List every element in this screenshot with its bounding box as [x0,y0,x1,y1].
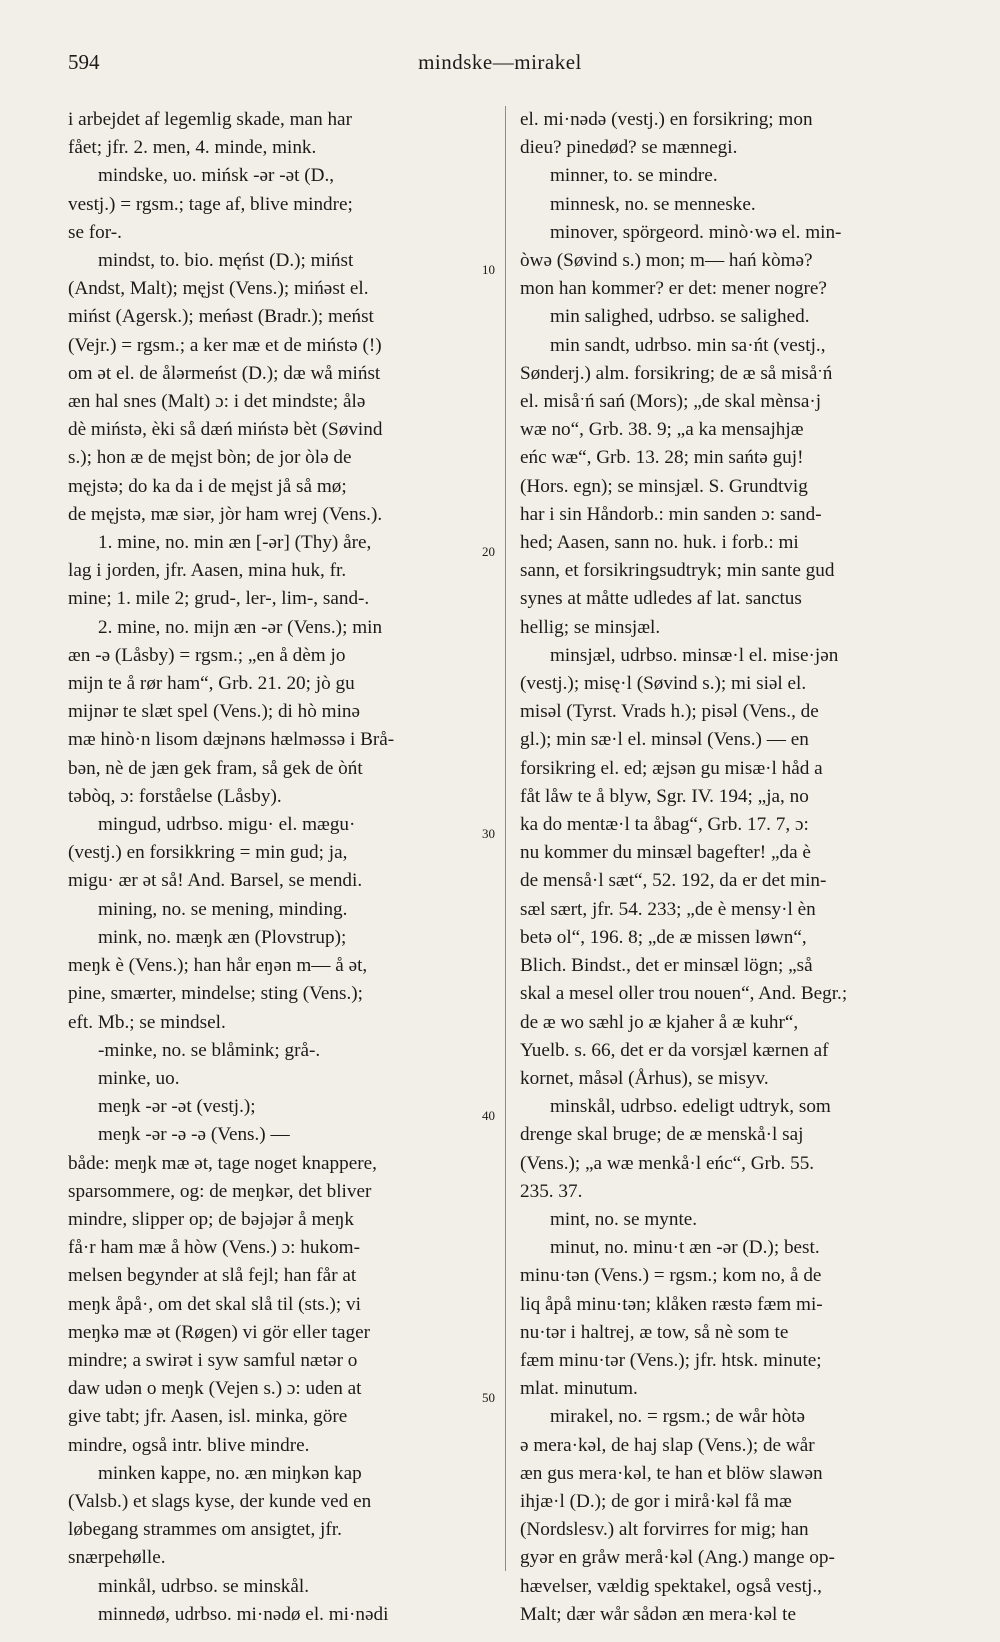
text-line: sæl sært, jfr. 54. 233; „de è mensy·l èn [520,898,816,920]
text-line: om ət el. de ålərmeńst (D.); dæ wå mińst [68,362,381,384]
text-line: meŋk è (Vens.); han hår eŋən m— å ət, [68,955,368,977]
line-number: 20 [482,544,495,559]
text-line: mining, no. se mening, minding. [98,898,348,920]
text-line: Sønderj.) alm. forsikring; de æ så misåˑń [520,362,833,384]
text-line: æn hal snes (Malt) ɔ: i det mindste; ålə [68,391,366,413]
text-line: təbòq, ɔ: forståelse (Låsby). [68,785,282,807]
text-line: pine, smærter, mindelse; sting (Vens.); [68,983,363,1005]
text-line: (Vejr.) = rgsm.; a ker mæ et de miństə (!) [68,334,382,356]
left-column [68,106,498,1629]
text-line: wæ no“, Grb. 38. 9; „a ka mensajhjæ [520,419,804,441]
text-line: hævelser, vældig spektakel, også vestj., [520,1575,822,1597]
text-line: minu·tən (Vens.) = rgsm.; kom no, å de [520,1265,822,1287]
text-line: mæ hinò·n lisom dæjnəns hælməssə i Brå- [68,729,395,751]
text-line: meŋk -ər -ət (vestj.); [98,1096,256,1118]
page-number: 594 [68,50,100,74]
text-line: æn gus mera·kəl, te han et blöw slawən [520,1462,823,1484]
right-column [520,106,952,1629]
text-line: fæm minu·tər (Vens.); jfr. htsk. minute; [520,1349,822,1371]
text-line: både: meŋk mæ ət, tage noget knappere, [68,1152,377,1174]
text-line: dè miństə, èki så dæń miństə bèt (Søvind [68,419,383,441]
text-line: mindre; a swirət i syw samful nætər o [68,1349,358,1371]
text-line: dieu? pinedød? se mænnegi. [520,137,738,159]
text-line: (Valsb.) et slags kyse, der kunde ved en [68,1490,372,1512]
text-line: minover, spörgeord. minò·wə el. min- [550,221,842,243]
text-line: mindre, også intr. blive mindre. [68,1434,310,1456]
text-line: ə mera·kəl, de haj slap (Vens.); de wår [520,1434,815,1456]
text-line: męjstə; do ka da i de męjst jå så mø; [68,475,347,497]
text-line: minke, uo. [98,1067,180,1089]
text-line: mijnər te slæt spel (Vens.); di hò minə [68,701,361,723]
text-line: migu· ær ət så! And. Barsel, se mendi. [68,870,363,892]
text-line: mińst (Agersk.); meńəst (Bradr.); meńst [68,306,374,328]
text-line: se for-. [68,221,122,243]
text-line: snærpehølle. [68,1547,166,1569]
text-line: Malt; dær wår sådən æn mera·kəl te [520,1603,796,1625]
text-line: æn -ə (Låsby) = rgsm.; „en å dèm jo [68,644,346,666]
text-line: lag i jorden, jfr. Aasen, mina huk, fr. [68,560,347,582]
text-line: få·r ham mæ å hòw (Vens.) ɔ: hukom- [68,1237,360,1259]
text-line: har i sin Håndorb.: min sanden ɔ: sand- [520,503,822,525]
text-line: bən, nè de jæn gek fram, så gek de òńt [68,757,363,779]
text-line: mijn te å rør ham“, Grb. 21. 20; jò gu [68,673,355,695]
text-line: meŋkə mæ ət (Røgen) vi gör eller tager [68,1321,370,1343]
text-line: minken kappe, no. æn miŋkən kap [98,1462,362,1484]
text-line: mindre, slipper op; de bəjəjər å meŋk [68,1208,355,1230]
text-line: minnedø, udrbso. mi·nədø el. mi·nədi [98,1603,389,1625]
line-number: 10 [482,262,495,277]
line-number: 40 [482,1108,495,1123]
text-line: skal a mesel oller trou nouen“, And. Begr.; [520,983,848,1005]
text-line: el. misåˑń sań (Mors); „de skal mènsa·j [520,391,822,413]
text-line: nu·tər i haltrej, æ tow, så nè som te [520,1321,789,1343]
text-line: de menså·l sæt“, 52. 192, da er det min- [520,870,827,892]
text-line: mlat. minutum. [520,1378,638,1400]
text-line: (vestj.); misę·l (Søvind s.); mi siəl el. [520,673,807,695]
text-line: minner, to. se mindre. [550,165,718,187]
text-line: nu kommer du minsæl bagefter! „da è [520,842,811,864]
text-line: (Nordslesv.) alt forvirres for mig; han [520,1519,809,1541]
text-line: mon han kommer? er det: mener nogre? [520,278,827,300]
text-line: eft. Mb.; se mindsel. [68,1011,226,1033]
text-line: de æ wo sæhl jo æ kjaher å æ kuhr“, [520,1011,799,1033]
text-line: meŋk -ər -ə -ə (Vens.) — [98,1124,290,1146]
text-line: mint, no. se mynte. [550,1208,698,1230]
text-line: minkål, udrbso. se minskål. [98,1575,310,1597]
text-line: forsikring el. ed; æjsən gu misæ·l håd a [520,757,823,779]
text-line: melsen begynder at slå fejl; han får at [68,1265,357,1287]
running-title: mindske—mirakel [418,50,582,74]
text-line: fåt låw te å blyw, Sgr. IV. 194; „ja, no [520,785,809,807]
text-line: minsjæl, udrbso. minsæ·l el. mise·jən [550,644,839,666]
text-line: meŋk åpå·, om det skal slå til (sts.); vi [68,1293,361,1315]
text-line: drenge skal bruge; de æ menskå·l saj [520,1124,804,1146]
text-line: Yuelb. s. 66, det er da vorsjæl kærnen af [520,1039,829,1061]
column-divider [505,106,506,1571]
text-line: give tabt; jfr. Aasen, isl. minka, göre [68,1406,348,1428]
text-line: gyər en gråw merå·kəl (Ang.) mange op- [520,1547,835,1569]
text-line: minnesk, no. se menneske. [550,193,756,215]
line-number: 50 [482,1390,495,1405]
text-line: mine; 1. mile 2; grud-, ler-, lim-, sand-. [68,588,370,610]
text-line: 1. mine, no. min æn [-ər] (Thy) åre, [98,532,372,554]
text-line: (vestj.) en forsikkring = min gud; ja, [68,842,348,864]
text-line: minut, no. minu·t æn -ər (D.); best. [550,1237,820,1259]
text-line: ihjæ·l (D.); de gor i mirå·kəl få mæ [520,1490,792,1512]
text-line: synes at måtte udledes af lat. sanctus [520,588,802,610]
text-line: minskål, udrbso. edeligt udtryk, som [550,1096,831,1118]
text-line: i arbejdet af legemlig skade, man har [68,109,352,130]
text-line: fået; jfr. 2. men, 4. minde, mink. [68,137,317,159]
line-number: 30 [482,826,495,841]
text-line: eńc wæ“, Grb. 13. 28; min sańtə guj! [520,447,804,469]
text-line: daw udən o meŋk (Vejen s.) ɔ: uden at [68,1378,362,1400]
text-line: liq åpå minu·tən; klåken ræstə fæm mi- [520,1293,823,1315]
text-line: løbegang strammes om ansigtet, jfr. [68,1519,342,1541]
text-line: kornet, måsəl (Århus), se misyv. [520,1067,769,1089]
text-line: mingud, udrbso. migu· el. mægu· [98,814,356,836]
text-line: gl.); min sæ·l el. minsəl (Vens.) — en [520,729,809,751]
text-line: betə ol“, 196. 8; „de æ missen løwn“, [520,926,807,948]
text-line: mindske, uo. mińsk -ər -ət (D., [98,165,335,187]
text-line: 235. 37. [520,1180,583,1202]
text-line: 2. mine, no. mijn æn -ər (Vens.); min [98,616,383,638]
text-line: mink, no. mæŋk æn (Plovstrup); [98,926,347,948]
text-line: sparsommere, og: de meŋkər, det bliver [68,1180,372,1202]
text-line: mirakel, no. = rgsm.; de wår hòtə [550,1406,806,1428]
text-line: (Andst, Malt); męjst (Vens.); mińəst el. [68,278,369,300]
text-line: (Vens.); „a wæ menkå·l eńc“, Grb. 55. [520,1152,815,1174]
text-line: de męjstə, mæ siər, jòr ham wrej (Vens.). [68,503,383,525]
text-line: misəl (Tyrst. Vrads h.); pisəl (Vens., de [520,701,819,723]
text-line: sann, et forsikringsudtryk; min sante gud [520,560,835,582]
text-line: -minke, no. se blåmink; grå-. [98,1039,321,1061]
text-line: min salighed, udrbso. se salighed. [550,306,810,328]
text-line: s.); hon æ de męjst bòn; de jor òlə de [68,447,352,469]
text-line: ka do mentæ·l ta åbag“, Grb. 17. 7, ɔ: [520,814,809,836]
text-line: Blich. Bindst., det er minsæl lögn; „så [520,955,813,977]
text-line: mindst, to. bio. męńst (D.); mińst [98,250,354,272]
text-line: el. mi·nədə (vestj.) en forsikring; mon [520,109,813,130]
text-line: min sandt, udrbso. min sa·ńt (vestj., [550,334,826,356]
text-line: vestj.) = rgsm.; tage af, blive mindre; [68,193,353,215]
text-line: òwə (Søvind s.) mon; m— hań kòmə? [520,250,813,272]
text-line: (Hors. egn); se minsjæl. S. Grundtvig [520,475,808,497]
text-line: hellig; se minsjæl. [520,616,661,638]
text-line: hed; Aasen, sann no. huk. i forb.: mi [520,532,799,554]
